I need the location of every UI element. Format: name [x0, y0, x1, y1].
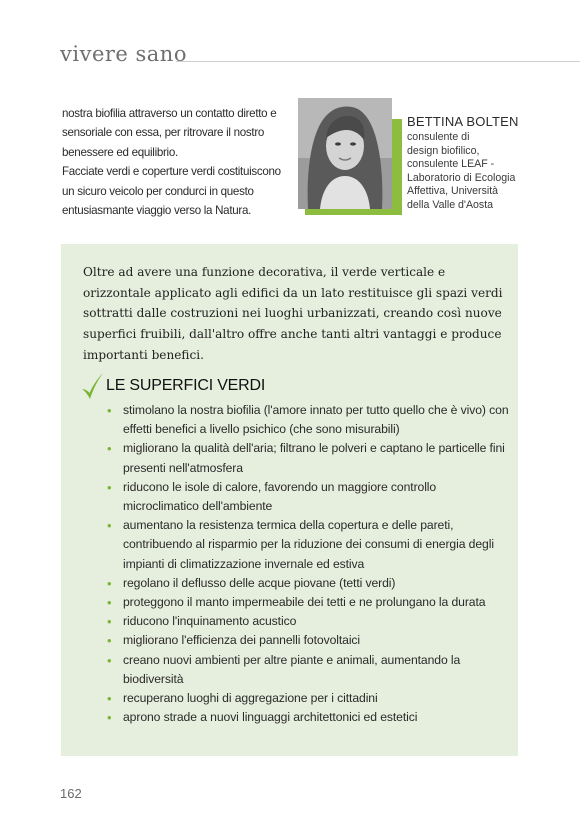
list-item: • aprono strade a nuovi linguaggi architettonici ed estetici [107, 708, 512, 727]
header-divider [176, 61, 580, 62]
intro-text [62, 104, 290, 220]
author-credit [407, 114, 537, 213]
author-role-line: consulente LEAF - [407, 158, 495, 171]
list-item: • creano nuovi ambienti per altre piante e animali, aumentando la biodiversità [107, 651, 512, 689]
list-item: • recuperano luoghi di aggregazione per i cittadini [107, 689, 512, 708]
section-title-vivere-sano: vivere sano [60, 42, 187, 66]
intro-paragraph: Facciate verdi e coperture verdi costituiscono un sicuro veicolo per condurci in questo entusiasmante viaggio verso la Natura. [62, 165, 281, 218]
section-title: LE SUPERFICI VERDI [106, 377, 266, 394]
list-item: • riducono l'inquinamento acustico [107, 612, 512, 631]
portrait-illustration [298, 98, 392, 209]
list-item: • aumentano la resistenza termica della copertura e delle pareti, contribuendo al risparmio per la riduzione dei consumi di energia degli impianti di climatizzazione invernale ed estiva [107, 516, 512, 574]
author-role [407, 131, 537, 213]
author-photo [298, 98, 392, 209]
author-role-line: Affettiva, Università [407, 185, 499, 198]
page-number: 162 [60, 786, 82, 801]
list-item: • migliorano la qualità dell'aria; filtrano le polveri e captano le particelle fini presenti nell'atmosfera [107, 439, 512, 477]
box-lead-paragraph: Oltre ad avere una funzione decorativa, il verde verticale e orizzontale applicato agli edifici da un lato restituisce gli spazi verdi sottratti dalle costruzioni nei luoghi urbanizzati, creando così nuove superfici fruibili, dall'altro offre anche tanti altri vantaggi e produce importanti benefici. [83, 265, 503, 362]
list-item: • riducono le isole di calore, favorendo un maggiore controllo microclimatico dell'ambiente [107, 478, 512, 516]
benefits-list [107, 401, 512, 727]
intro-paragraph: nostra biofilia attraverso un contatto diretto e sensoriale con essa, per ritrovare il nostro benessere ed equilibrio. [62, 107, 277, 159]
author-role-line: design biofilico, [407, 144, 480, 157]
list-item: • migliorano l'efficienza dei pannelli fotovoltaici [107, 631, 512, 650]
list-item: • stimolano la nostra biofilia (l'amore innato per tutto quello che è vivo) con effetti benefici a livello psichico (che sono misurabili) [107, 401, 512, 439]
checkmark-icon [80, 372, 104, 402]
author-role-line: consulente di [407, 131, 470, 143]
list-item: • regolano il deflusso delle acque piovane (tetti verdi) [107, 574, 512, 593]
author-role-line: della Valle d'Aosta [407, 198, 494, 211]
author-name: BETTINA BOLTEN [407, 114, 519, 129]
list-item: • proteggono il manto impermeabile dei tetti e ne prolungano la durata [107, 593, 512, 612]
author-role-line: Laboratorio di Ecologia [407, 171, 516, 184]
